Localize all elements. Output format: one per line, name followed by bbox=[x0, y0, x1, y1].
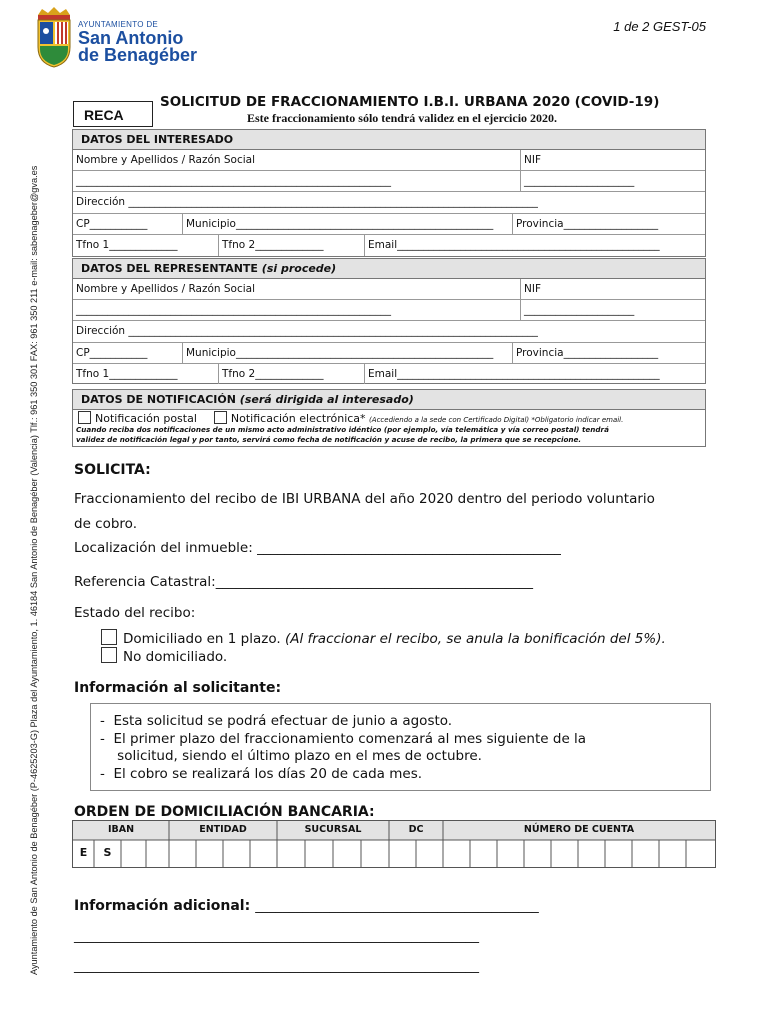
tfno1-field[interactable]: Tfno 1_____________ bbox=[73, 235, 219, 256]
logo-text-name1: San Antonio bbox=[78, 28, 184, 48]
postal-label: Notificación postal bbox=[95, 412, 197, 425]
notificacion-note-2: validez de notificación legal y por tanto, servirá como fecha de notificación y acuse de recibo, la primera que se recepcione. bbox=[76, 435, 582, 444]
iban-header: IBAN bbox=[107, 824, 135, 835]
notificacion-section bbox=[72, 389, 706, 447]
rep-provincia-field[interactable]: Provincia__________________ bbox=[516, 347, 659, 359]
banco-heading: ORDEN DE DOMICILIACIÓN BANCARIA: bbox=[74, 804, 375, 820]
rep-nombre-field[interactable]: ____________________________________________________________ bbox=[73, 300, 521, 320]
notificacion-note-1: Cuando reciba dos notificaciones de un mismo acto administrativo idéntico (por ejemplo, vía telemática y vía correo postal) tendrá bbox=[76, 425, 609, 434]
no-domiciliado-checkbox[interactable] bbox=[101, 647, 117, 663]
sucursal-header: SUCURSAL bbox=[304, 824, 362, 835]
municipio-field[interactable]: Municipio_________________________________________________ bbox=[183, 214, 513, 234]
domiciliado-note: (Al fraccionar el recibo, se anula la bonificación del 5%). bbox=[284, 631, 666, 647]
info-item-2: - El primer plazo del fraccionamiento comenzará al mes siguiente de la bbox=[100, 731, 587, 747]
postal-checkbox[interactable] bbox=[78, 411, 91, 424]
solicita-line2: de cobro. bbox=[74, 516, 137, 532]
rep-municipio-field[interactable]: Municipio_________________________________________________ bbox=[183, 343, 513, 363]
interesado-section bbox=[72, 129, 706, 257]
notificacion-header-note: (será dirigida al interesado) bbox=[239, 393, 414, 406]
representante-header: DATOS DEL REPRESENTANTE bbox=[81, 262, 258, 275]
representante-section bbox=[72, 258, 706, 384]
info-item-1: - Esta solicitud se podrá efectuar de junio a agosto. bbox=[100, 713, 453, 729]
electronica-checkbox[interactable] bbox=[214, 411, 227, 424]
nif-field[interactable]: _____________________ bbox=[524, 175, 635, 187]
info-item-4: - El cobro se realizará los días 20 de cada mes. bbox=[100, 766, 423, 782]
rep-email-field[interactable]: Email__________________________________________________ bbox=[368, 368, 660, 380]
bank-table bbox=[72, 820, 716, 868]
cp-field[interactable]: CP___________ bbox=[73, 214, 183, 234]
notificacion-header: DATOS DE NOTIFICACIÓN bbox=[81, 393, 236, 406]
form-subtitle: Este fraccionamiento sólo tendrá validez en el ejercicio 2020. bbox=[247, 111, 558, 125]
sidebar-address-text: Ayuntamiento de San Antonio de Benagéber (P-4625203-G) Plaza del Ayuntamiento, 1. 46184 San Antonio de Benagéber (Valencia) Tlf.: 961 350 301 FAX: 961 350 211 e-mail: sabenageber@gva.es bbox=[29, 165, 39, 975]
provincia-field[interactable]: Provincia__________________ bbox=[516, 218, 659, 230]
rep-nif-label: NIF bbox=[524, 283, 541, 295]
estado-label: Estado del recibo: bbox=[74, 605, 196, 621]
representante-header-note: (si procede) bbox=[261, 262, 337, 275]
email-field[interactable]: Email__________________________________________________ bbox=[368, 239, 660, 251]
direccion-field[interactable]: Dirección ______________________________________________________________________________ bbox=[76, 196, 538, 208]
nif-label: NIF bbox=[524, 154, 541, 166]
form-title: SOLICITUD DE FRACCIONAMIENTO I.B.I. URBANA 2020 (COVID-19) bbox=[160, 94, 660, 110]
adicional-heading: Información adicional: bbox=[74, 898, 251, 914]
solicita-heading: SOLICITA: bbox=[74, 462, 151, 478]
solicita-line1: Fraccionamiento del recibo de IBI URBANA del año 2020 dentro del periodo voluntario bbox=[74, 491, 655, 507]
rep-cp-field[interactable]: CP___________ bbox=[73, 343, 183, 363]
domiciliado-checkbox[interactable] bbox=[101, 629, 117, 645]
rep-tfno1-field[interactable]: Tfno 1_____________ bbox=[73, 364, 219, 384]
rep-direccion-field[interactable]: Dirección ______________________________________________________________________________ bbox=[76, 325, 538, 337]
nombre-label: Nombre y Apellidos / Razón Social bbox=[73, 150, 521, 170]
no-domiciliado-label: No domiciliado. bbox=[123, 649, 228, 665]
tfno2-field[interactable]: Tfno 2_____________ bbox=[219, 235, 365, 256]
page-code: 1 de 2 GEST-05 bbox=[613, 19, 706, 34]
coat-of-arms-logo bbox=[34, 7, 74, 69]
info-box bbox=[90, 703, 711, 791]
adicional-field-2[interactable]: ____________________________________________________________ bbox=[74, 928, 479, 944]
iban-e: E bbox=[79, 846, 88, 859]
electronica-note: (Accediendo a la sede con Certificado Digital) *Obligatorio indicar email. bbox=[369, 416, 624, 424]
rep-nombre-label: Nombre y Apellidos / Razón Social bbox=[73, 279, 521, 299]
entidad-header: ENTIDAD bbox=[199, 824, 247, 835]
logo-text-name2: de Benagéber bbox=[78, 45, 198, 65]
rep-tfno2-field[interactable]: Tfno 2_____________ bbox=[219, 364, 365, 384]
domiciliado-label: Domiciliado en 1 plazo. bbox=[123, 631, 281, 647]
adicional-field-1[interactable]: __________________________________________ bbox=[255, 898, 539, 914]
nombre-field[interactable]: ____________________________________________________________ bbox=[73, 171, 521, 191]
logo-text-small: AYUNTAMIENTO DE bbox=[78, 20, 159, 29]
dc-header: DC bbox=[408, 824, 424, 835]
cuenta-header: NÚMERO DE CUENTA bbox=[523, 824, 635, 835]
adicional-field-3[interactable]: ____________________________________________________________ bbox=[74, 958, 479, 974]
info-item-3: solicitud, siendo el último plazo en el mes de octubre. bbox=[100, 748, 482, 764]
referencia-field[interactable]: Referencia Catastral:_______________________________________________ bbox=[74, 574, 533, 590]
rep-nif-field[interactable]: _____________________ bbox=[524, 304, 635, 316]
iban-s: S bbox=[103, 846, 112, 859]
info-heading: Información al solicitante: bbox=[74, 680, 282, 696]
interesado-header: DATOS DEL INTERESADO bbox=[73, 130, 705, 150]
localizacion-field[interactable]: Localización del inmueble: _____________________________________________ bbox=[74, 540, 561, 556]
electronica-label: Notificación electrónica* bbox=[230, 412, 366, 425]
reca-box: RECA bbox=[73, 101, 153, 127]
